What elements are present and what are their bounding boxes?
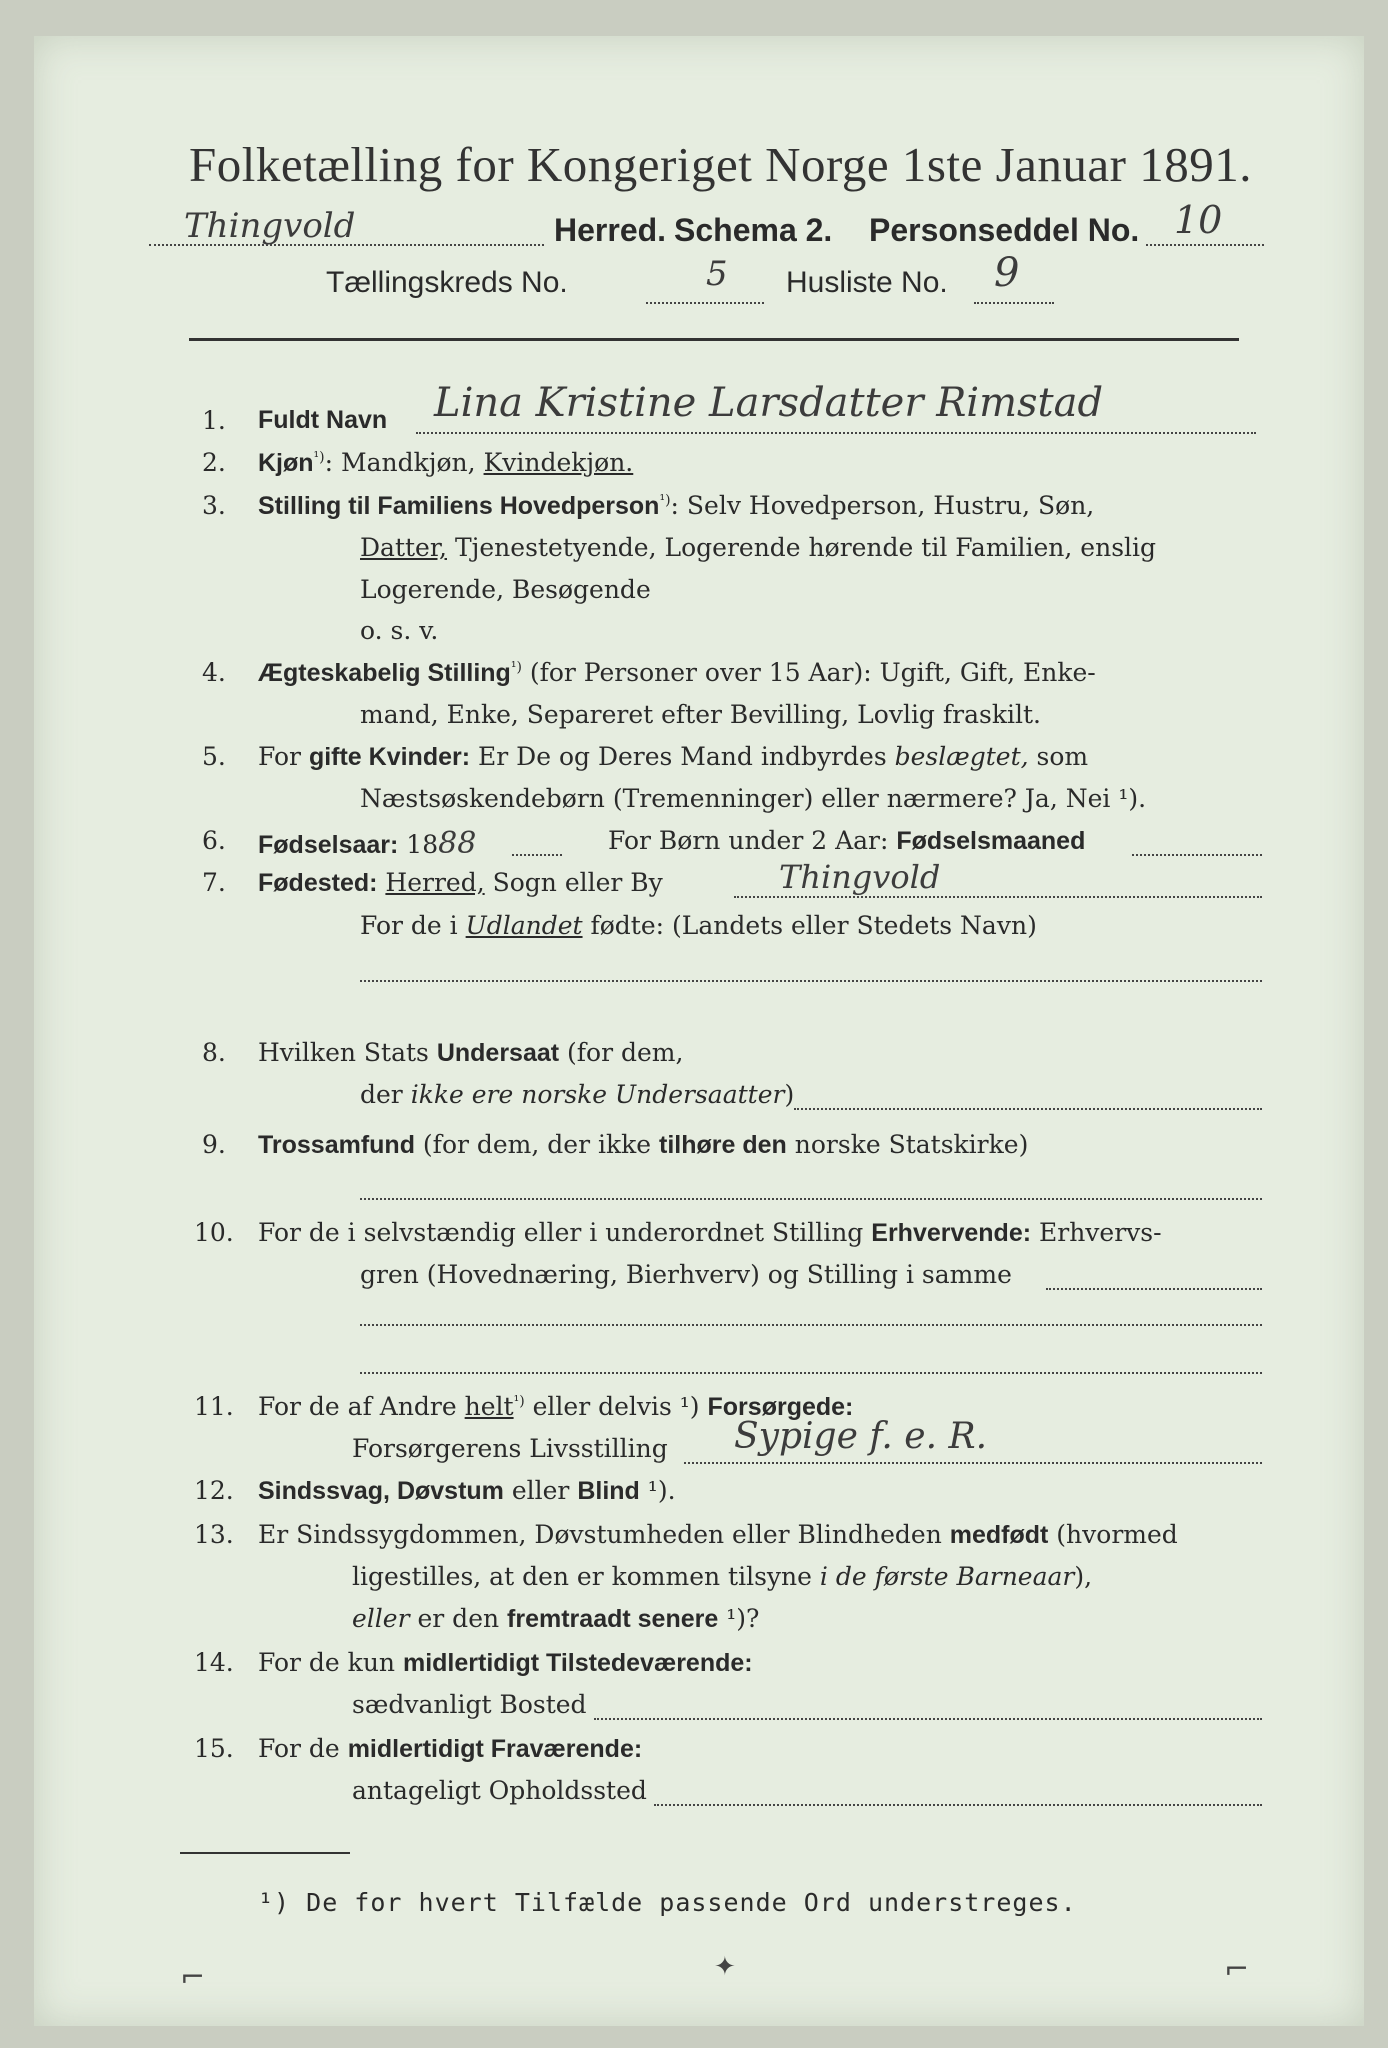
item-number: 12. (194, 1476, 234, 1505)
herred-label: Herred. (554, 212, 667, 248)
schema-label: Schema 2. (674, 212, 833, 248)
footnote-rule (180, 1852, 350, 1854)
medfodt-line-3 (352, 1604, 759, 1634)
fodested-row (258, 868, 663, 898)
livsstilling-label: Forsørgerens Livsstilling (352, 1434, 668, 1463)
medfodt-line-2-text: ligestilles, at den er kommen tilsyne (352, 1562, 820, 1591)
fodested-label: Fødested: (258, 869, 378, 897)
item-number: 13. (194, 1520, 234, 1549)
kjon-options: : Mandkjøn, (324, 448, 484, 477)
item-number: 5. (202, 742, 226, 771)
eller-italic: eller (352, 1604, 410, 1633)
trossamfund-text: (for dem, der ikke (414, 1130, 660, 1159)
fravaerende-label: midlertidigt Fraværende: (347, 1735, 643, 1763)
fodested-options: Sogn eller By (484, 868, 663, 897)
fravaerende-pre: For de (258, 1734, 348, 1763)
aegteskab-row (258, 658, 1096, 688)
gifte-row (258, 742, 1088, 772)
aegteskab-options-1: (for Personer over 15 Aar): Ugift, Gift, Enke- (521, 658, 1096, 687)
sindssvag-mid: eller (503, 1476, 578, 1505)
undersaat-text: (for dem, (559, 1038, 684, 1067)
fodested-selected: Herred, (385, 868, 485, 897)
item-number: 2. (202, 448, 226, 477)
tilstede-row (258, 1648, 753, 1678)
footnote-mark: ¹) (659, 492, 671, 509)
forsorgede-mid: eller delvis ¹) (524, 1392, 708, 1421)
item-number: 14. (194, 1648, 234, 1677)
trossamfund-row (258, 1130, 1028, 1160)
trossamfund-text-end: norske Statskirke) (786, 1130, 1029, 1159)
item-number: 4. (202, 658, 226, 687)
personseddel-value: 10 (1174, 198, 1223, 242)
forsorgede-label: Forsørgede: (707, 1393, 854, 1421)
medfodt-row (258, 1520, 1178, 1550)
corner-mark-icon: ⌐ (1224, 1952, 1250, 1987)
item-number: 3. (202, 491, 226, 520)
fravaerende-row (258, 1734, 642, 1764)
stilling-options-4: o. s. v. (360, 616, 439, 645)
fodselsaar-row (258, 826, 476, 861)
undersaat-row (258, 1038, 683, 1068)
personseddel-label: Personseddel No. (869, 212, 1140, 248)
forsorgede-pre: For de af Andre (258, 1392, 465, 1421)
item-number: 1. (202, 406, 226, 435)
fodselsmaaned-text: For Børn under 2 Aar: (608, 826, 897, 855)
kjon-label: Kjøn (258, 449, 314, 477)
medfodt-line-3-end: ¹)? (718, 1604, 760, 1633)
erhverv-line-2: gren (Hovednæring, Bierhverv) og Stilling i samme (360, 1260, 1012, 1289)
kreds-label: Tællingskreds No. (326, 266, 568, 299)
item-number: 15. (194, 1734, 234, 1763)
gifte-line-2: Næstsøskendebørn (Tremenninger) eller nærmere? Ja, Nei ¹). (360, 784, 1147, 813)
footnote-mark: ¹) (313, 449, 325, 466)
herred-value: Thingvold (184, 206, 356, 246)
senere-label: fremtraadt senere (507, 1605, 719, 1633)
aegteskab-label: Ægteskabelig Stilling (258, 659, 511, 687)
bosted-label: sædvanligt Bosted (352, 1690, 587, 1719)
opholdssted-label: antageligt Opholdssted (352, 1776, 647, 1805)
kreds-value: 5 (706, 254, 728, 294)
stilling-options-1: : Selv Hovedperson, Hustru, Søn, (670, 491, 1095, 520)
stilling-options-3: Logerende, Besøgende (360, 575, 651, 604)
medfodt-label: medfødt (949, 1521, 1049, 1549)
trossamfund-bold: tilhøre den (659, 1131, 787, 1159)
erhverv-label: Erhvervende: (871, 1219, 1032, 1247)
undersaat-italic: ikke ere norske Undersaatter (410, 1080, 785, 1109)
item-number: 6. (202, 826, 226, 855)
footnote-mark: ¹) (513, 1393, 525, 1410)
fodselsaar-label: Fødselsaar: (258, 831, 399, 859)
gifte-text: Er De og Deres Mand indbyrdes (470, 742, 895, 771)
medfodt-italic: i de første Barneaar (819, 1562, 1075, 1591)
undersaat-der: der (360, 1080, 411, 1109)
fuldt-navn-label: Fuldt Navn (258, 406, 388, 434)
livsstilling-value: Sypige f. e. R. (734, 1416, 988, 1457)
sindssvag-label: Sindssvag, Døvstum (258, 1477, 504, 1505)
fodselsmaaned-row (608, 826, 1085, 856)
item-number: 8. (202, 1038, 226, 1067)
kjon-row (258, 448, 633, 478)
center-mark-icon: ✦ (714, 1952, 736, 1982)
udlandet-pre: For de i (360, 911, 466, 940)
gifte-label: gifte Kvinder: (308, 743, 471, 771)
gifte-italic: beslægtet, (894, 742, 1029, 771)
census-form (34, 36, 1364, 2026)
erhverv-text-end: Erhvervs- (1031, 1218, 1162, 1247)
fodested-value: Thingvold (779, 858, 941, 896)
item-number: 7. (202, 868, 226, 897)
aegteskab-options-2: mand, Enke, Separeret efter Bevilling, Lovlig fraskilt. (360, 700, 1041, 729)
stilling-line-2 (360, 533, 1156, 562)
medfodt-line-3-text: er den (409, 1604, 508, 1633)
item-number: 10. (194, 1218, 234, 1247)
item-number: 9. (202, 1130, 226, 1159)
footnote-mark: ¹) (510, 659, 522, 676)
gifte-text-end: som (1028, 742, 1089, 771)
stilling-row (258, 491, 1094, 521)
udlandet-label: Udlandet (465, 911, 583, 940)
undersaat-label: Undersaat (436, 1039, 560, 1067)
udlandet-row (360, 911, 1037, 940)
footnote: ¹) De for hvert Tilfælde passende Ord understreges. (258, 1888, 1077, 1917)
fodselsaar-value: 88 (438, 826, 477, 861)
erhverv-row (258, 1218, 1162, 1248)
erhverv-text: For de i selvstændig eller i underordnet Stilling (258, 1218, 872, 1247)
tilstede-label: midlertidigt Tilstedeværende: (402, 1649, 753, 1677)
undersaat-line-2 (360, 1080, 794, 1109)
fodselsmaaned-label: Fødselsmaaned (896, 827, 1086, 855)
sindssvag-row (258, 1476, 676, 1506)
tilstede-pre: For de kun (258, 1648, 403, 1677)
trossamfund-label: Trossamfund (258, 1131, 415, 1159)
header-rule (189, 338, 1239, 341)
form-title: Folketælling for Kongeriget Norge 1ste Januar 1891. (189, 137, 1252, 192)
udlandet-text: fødte: (Landets eller Stedets Navn) (582, 911, 1037, 940)
stilling-options-2: Tjenestetyende, Logerende hørende til Familien, enslig (447, 533, 1157, 562)
stilling-label: Stilling til Familiens Hovedperson (258, 492, 660, 520)
undersaat-close: ) (784, 1080, 795, 1109)
corner-mark-icon: ⌐ (180, 1960, 206, 1995)
stilling-selected: Datter, (360, 533, 447, 562)
fuldt-navn-value: Lina Kristine Larsdatter Rimstad (434, 380, 1104, 426)
medfodt-text: Er Sindssygdommen, Døvstumheden eller Blindheden (258, 1520, 950, 1549)
blind-label: Blind (577, 1477, 640, 1505)
husliste-value: 9 (994, 250, 1020, 296)
kjon-selected: Kvindekjøn. (483, 448, 634, 477)
medfodt-line-2 (352, 1562, 1092, 1591)
sindssvag-end: ¹). (639, 1476, 676, 1505)
medfodt-text-end: (hvormed (1048, 1520, 1178, 1549)
gifte-pre: For (258, 742, 309, 771)
medfodt-close: ), (1074, 1562, 1093, 1591)
item-number: 11. (194, 1392, 234, 1421)
forsorgede-selected: helt (464, 1392, 514, 1421)
fodselsaar-prefix: 18 (398, 830, 439, 859)
husliste-label: Husliste No. (786, 266, 948, 299)
undersaat-pre: Hvilken Stats (258, 1038, 437, 1067)
